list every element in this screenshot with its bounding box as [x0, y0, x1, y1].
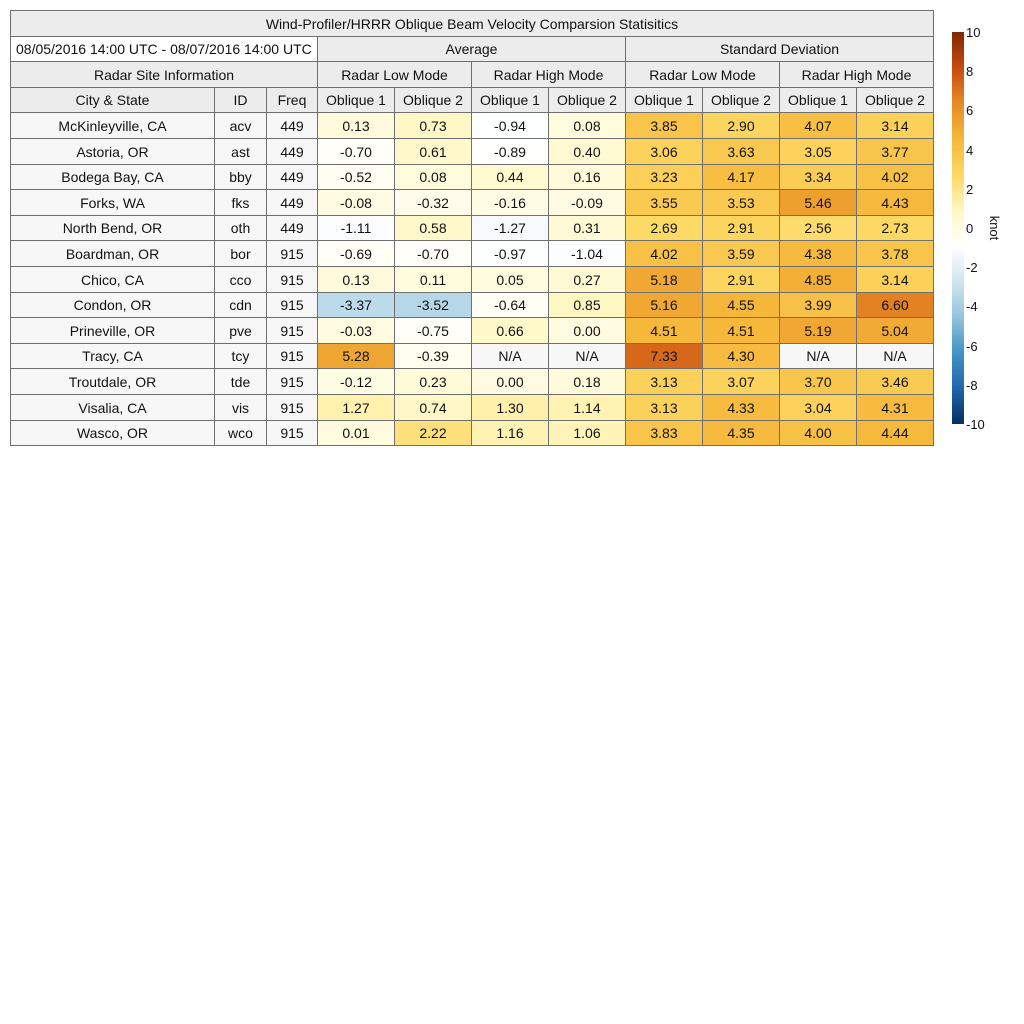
column-header: City & State — [10, 87, 215, 113]
table-title: Wind-Profiler/HRRR Oblique Beam Velocity Comparsion Statisitics — [10, 10, 934, 37]
value-cell: -0.08 — [317, 189, 395, 216]
site-city: Prineville, OR — [10, 317, 215, 344]
value-cell: -0.12 — [317, 368, 395, 395]
group-header-std-dev: Standard Deviation — [625, 36, 934, 62]
value-cell: 0.66 — [471, 317, 549, 344]
colorbar-tick-label: 8 — [966, 64, 974, 79]
column-header: Oblique 1 — [317, 87, 395, 113]
value-cell: 4.55 — [702, 292, 780, 318]
value-cell: 3.78 — [856, 240, 934, 267]
colorbar-tick-label: 4 — [966, 143, 974, 158]
group-header-average: Average — [317, 36, 626, 62]
value-cell: 3.23 — [625, 164, 703, 190]
value-cell: 3.59 — [702, 240, 780, 267]
site-city: North Bend, OR — [10, 215, 215, 241]
value-cell: 4.51 — [625, 317, 703, 344]
value-cell: 3.34 — [779, 164, 857, 190]
site-id: bby — [214, 164, 267, 190]
value-cell: -1.11 — [317, 215, 395, 241]
value-cell: -0.32 — [394, 189, 472, 216]
value-cell: 3.99 — [779, 292, 857, 318]
colorbar-tick-label: 0 — [966, 221, 974, 236]
value-cell: 4.38 — [779, 240, 857, 267]
site-info-header: Radar Site Information — [10, 61, 318, 88]
value-cell: 2.91 — [702, 266, 780, 293]
value-cell: 0.61 — [394, 138, 472, 165]
site-id: ast — [214, 138, 267, 165]
mode-header: Radar High Mode — [471, 61, 626, 88]
value-cell: 3.55 — [625, 189, 703, 216]
column-header: ID — [214, 87, 267, 113]
value-cell: 0.00 — [548, 317, 626, 344]
site-id: fks — [214, 189, 267, 216]
value-cell: -0.52 — [317, 164, 395, 190]
value-cell: -3.52 — [394, 292, 472, 318]
site-id: bor — [214, 240, 267, 267]
column-header: Oblique 2 — [548, 87, 626, 113]
value-cell: 4.00 — [779, 420, 857, 446]
mode-header: Radar Low Mode — [625, 61, 780, 88]
value-cell: 2.56 — [779, 215, 857, 241]
value-cell: 3.85 — [625, 112, 703, 139]
value-cell: -1.27 — [471, 215, 549, 241]
value-cell: N/A — [471, 343, 549, 369]
value-cell: 5.18 — [625, 266, 703, 293]
value-cell: 1.06 — [548, 420, 626, 446]
value-cell: 0.31 — [548, 215, 626, 241]
value-cell: -1.04 — [548, 240, 626, 267]
value-cell: N/A — [548, 343, 626, 369]
site-freq: 915 — [266, 266, 318, 293]
value-cell: 4.31 — [856, 394, 934, 421]
value-cell: 3.04 — [779, 394, 857, 421]
value-cell: 4.17 — [702, 164, 780, 190]
value-cell: 2.73 — [856, 215, 934, 241]
value-cell: 5.46 — [779, 189, 857, 216]
value-cell: 0.18 — [548, 368, 626, 395]
value-cell: -0.94 — [471, 112, 549, 139]
colorbar-tick-label: 6 — [966, 103, 974, 118]
value-cell: 7.33 — [625, 343, 703, 369]
site-freq: 915 — [266, 394, 318, 421]
value-cell: 6.60 — [856, 292, 934, 318]
value-cell: -0.75 — [394, 317, 472, 344]
site-freq: 449 — [266, 112, 318, 139]
value-cell: 4.43 — [856, 189, 934, 216]
site-id: cco — [214, 266, 267, 293]
site-freq: 915 — [266, 368, 318, 395]
value-cell: 0.08 — [548, 112, 626, 139]
value-cell: 2.69 — [625, 215, 703, 241]
site-city: Condon, OR — [10, 292, 215, 318]
site-id: tcy — [214, 343, 267, 369]
value-cell: 0.13 — [317, 112, 395, 139]
column-header: Oblique 1 — [471, 87, 549, 113]
value-cell: -0.09 — [548, 189, 626, 216]
value-cell: 2.90 — [702, 112, 780, 139]
site-freq: 915 — [266, 317, 318, 344]
value-cell: 0.08 — [394, 164, 472, 190]
value-cell: 0.00 — [471, 368, 549, 395]
mode-header: Radar High Mode — [779, 61, 934, 88]
value-cell: 0.13 — [317, 266, 395, 293]
value-cell: N/A — [779, 343, 857, 369]
column-header: Freq — [266, 87, 318, 113]
value-cell: 4.85 — [779, 266, 857, 293]
site-id: acv — [214, 112, 267, 139]
colorbar-tick-label: -2 — [966, 260, 978, 275]
site-city: Visalia, CA — [10, 394, 215, 421]
value-cell: 3.14 — [856, 112, 934, 139]
site-id: oth — [214, 215, 267, 241]
column-header: Oblique 2 — [394, 87, 472, 113]
value-cell: 3.07 — [702, 368, 780, 395]
value-cell: -0.03 — [317, 317, 395, 344]
colorbar — [952, 32, 964, 424]
site-id: tde — [214, 368, 267, 395]
colorbar-tick-label: -10 — [966, 417, 985, 432]
value-cell: 0.11 — [394, 266, 472, 293]
value-cell: 0.01 — [317, 420, 395, 446]
site-city: Chico, CA — [10, 266, 215, 293]
value-cell: 0.23 — [394, 368, 472, 395]
site-id: vis — [214, 394, 267, 421]
site-freq: 915 — [266, 240, 318, 267]
value-cell: -0.16 — [471, 189, 549, 216]
value-cell: 4.51 — [702, 317, 780, 344]
column-header: Oblique 2 — [702, 87, 780, 113]
value-cell: 0.73 — [394, 112, 472, 139]
value-cell: -0.64 — [471, 292, 549, 318]
value-cell: -0.39 — [394, 343, 472, 369]
value-cell: 3.70 — [779, 368, 857, 395]
site-freq: 449 — [266, 164, 318, 190]
site-city: Boardman, OR — [10, 240, 215, 267]
value-cell: 5.19 — [779, 317, 857, 344]
site-freq: 915 — [266, 343, 318, 369]
column-header: Oblique 2 — [856, 87, 934, 113]
value-cell: 1.27 — [317, 394, 395, 421]
value-cell: 1.30 — [471, 394, 549, 421]
site-city: Bodega Bay, CA — [10, 164, 215, 190]
comparison-table — [10, 10, 932, 446]
value-cell: 3.63 — [702, 138, 780, 165]
site-city: Forks, WA — [10, 189, 215, 216]
value-cell: 0.05 — [471, 266, 549, 293]
site-city: Astoria, OR — [10, 138, 215, 165]
value-cell: 5.04 — [856, 317, 934, 344]
value-cell: 0.44 — [471, 164, 549, 190]
value-cell: 5.16 — [625, 292, 703, 318]
value-cell: 3.13 — [625, 368, 703, 395]
value-cell: 3.05 — [779, 138, 857, 165]
value-cell: 3.13 — [625, 394, 703, 421]
value-cell: -0.89 — [471, 138, 549, 165]
value-cell: 4.07 — [779, 112, 857, 139]
site-city: Wasco, OR — [10, 420, 215, 446]
colorbar-tick-label: -4 — [966, 299, 978, 314]
site-freq: 449 — [266, 215, 318, 241]
value-cell: -3.37 — [317, 292, 395, 318]
colorbar-tick-label: -8 — [966, 378, 978, 393]
value-cell: 3.14 — [856, 266, 934, 293]
value-cell: 0.74 — [394, 394, 472, 421]
value-cell: -0.70 — [394, 240, 472, 267]
value-cell: 1.14 — [548, 394, 626, 421]
site-city: Troutdale, OR — [10, 368, 215, 395]
site-id: cdn — [214, 292, 267, 318]
value-cell: 1.16 — [471, 420, 549, 446]
site-freq: 449 — [266, 189, 318, 216]
value-cell: -0.97 — [471, 240, 549, 267]
value-cell: 0.58 — [394, 215, 472, 241]
site-city: Tracy, CA — [10, 343, 215, 369]
value-cell: -0.70 — [317, 138, 395, 165]
value-cell: 4.35 — [702, 420, 780, 446]
value-cell: 3.53 — [702, 189, 780, 216]
site-freq: 915 — [266, 292, 318, 318]
colorbar-unit-label: knot — [987, 215, 1002, 241]
value-cell: 0.27 — [548, 266, 626, 293]
column-header: Oblique 1 — [625, 87, 703, 113]
value-cell: 0.40 — [548, 138, 626, 165]
value-cell: 3.06 — [625, 138, 703, 165]
value-cell: 3.83 — [625, 420, 703, 446]
colorbar-tick-label: 10 — [966, 25, 981, 40]
value-cell: 4.30 — [702, 343, 780, 369]
value-cell: 4.02 — [625, 240, 703, 267]
value-cell: 0.16 — [548, 164, 626, 190]
site-freq: 915 — [266, 420, 318, 446]
value-cell: 3.46 — [856, 368, 934, 395]
value-cell: 3.77 — [856, 138, 934, 165]
date-range: 08/05/2016 14:00 UTC - 08/07/2016 14:00 UTC — [10, 36, 318, 62]
value-cell: N/A — [856, 343, 934, 369]
value-cell: 4.02 — [856, 164, 934, 190]
colorbar-tick-label: 2 — [966, 182, 974, 197]
value-cell: -0.69 — [317, 240, 395, 267]
site-id: wco — [214, 420, 267, 446]
value-cell: 4.33 — [702, 394, 780, 421]
colorbar-tick-label: -6 — [966, 339, 978, 354]
site-freq: 449 — [266, 138, 318, 165]
mode-header: Radar Low Mode — [317, 61, 472, 88]
value-cell: 2.91 — [702, 215, 780, 241]
value-cell: 0.85 — [548, 292, 626, 318]
site-id: pve — [214, 317, 267, 344]
site-city: McKinleyville, CA — [10, 112, 215, 139]
value-cell: 4.44 — [856, 420, 934, 446]
column-header: Oblique 1 — [779, 87, 857, 113]
value-cell: 5.28 — [317, 343, 395, 369]
value-cell: 2.22 — [394, 420, 472, 446]
